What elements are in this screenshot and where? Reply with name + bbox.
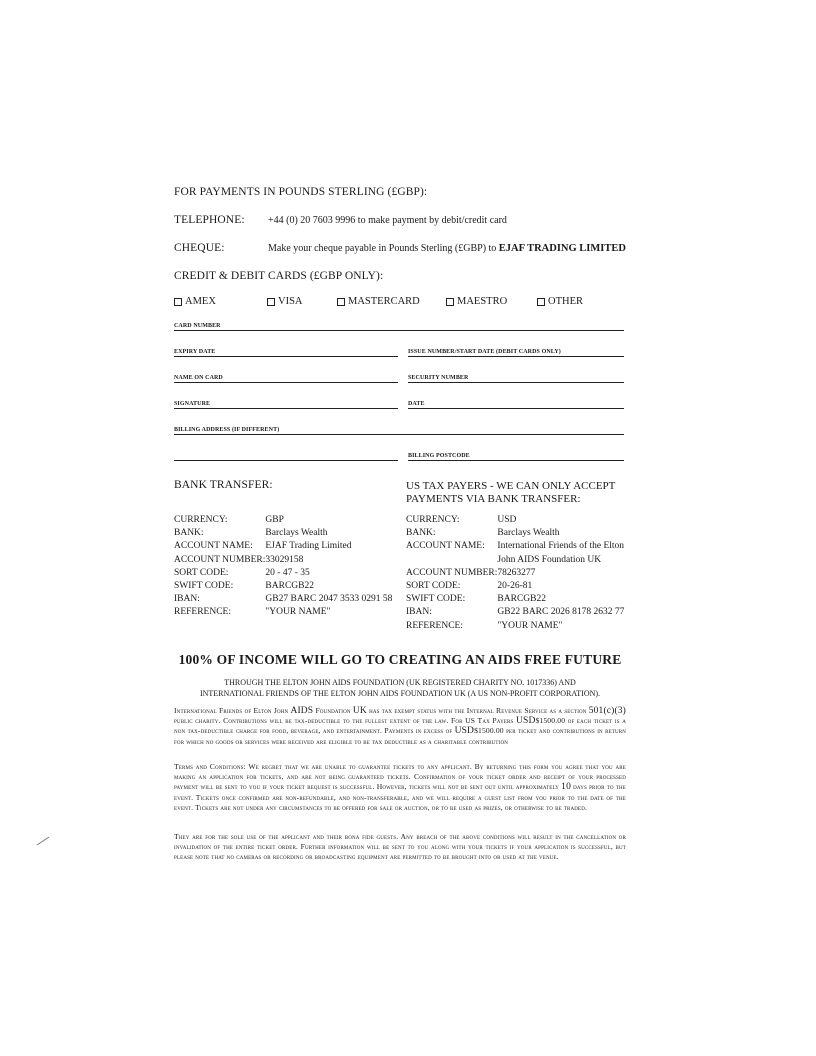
para-text: $1500.00 per ticket and contributions in return for which no goods or services were received are eligible to be tax deductible as a charitable contribution [174,726,626,746]
bank-value: USD [497,515,517,525]
bank-value: 20 - 47 - 35 [265,567,310,578]
table-row [174,594,392,607]
para-text: $1500.00 of each ticket is a non tax-deductible charge for food, beverage, and entertainment. Payments in excess of [174,716,626,736]
para-text: UK [352,706,367,716]
table-row [406,568,624,581]
security-number-label: SECURITY NUMBER [408,375,469,381]
billing-postcode-field[interactable] [408,460,624,461]
bank-value: International Friends of the Elton [497,541,625,552]
table-row [406,528,624,541]
us-tax-table [406,515,624,634]
cheque-label: CHEQUE: [174,242,225,254]
bank-key: SWIFT CODE: [174,580,234,591]
bank-value: Barclays Wealth [497,528,560,539]
card-option-mastercard[interactable] [337,296,420,307]
bank-transfer-title: BANK TRANSFER: [174,479,273,491]
para-text: USD [516,716,536,727]
cheque-value [268,243,626,254]
bank-key: CURRENCY: [406,515,460,525]
bank-value: John AIDS Foundation UK [497,554,602,565]
para-text: AIDS [290,706,314,716]
para-text: public charity. Contributions will be tax-deductible to the fullest extent of the law. For US Tax Payers [174,716,516,726]
card-option-label: AMEX [185,296,216,307]
cheque-payee: EJAF TRADING LIMITED [498,243,626,254]
para-text: Terms and Conditions: We regret that we are unable to guarantee tickets to any applicant. By returning this form you agree that you are making an application for tickets, and are not being guaranteed tickets. Confirmation of your ticket order and receipt of your processed payment will be sent to you if your ticket request is successful. However, tickets will not be sent out until approximately [174,762,626,792]
us-tax-title-line1: US TAX PAYERS - WE CAN ONLY ACCEPT [406,480,616,492]
para-text: International Friends of Elton John [174,706,291,715]
bank-value: GB22 BARC 2026 8178 2632 77 [497,607,625,618]
table-row [174,541,392,554]
card-option-label: OTHER [548,296,583,307]
us-tax-title [406,480,615,506]
us-tax-title-line2: PAYMENTS VIA BANK TRANSFER: [406,493,581,505]
bank-value: 20-26-81 [497,580,533,591]
checkbox-icon[interactable] [174,298,182,306]
table-row [406,515,624,528]
table-row [174,555,392,568]
payments-title: FOR PAYMENTS IN POUNDS STERLING (£GBP): [174,186,428,198]
cards-title: CREDIT & DEBIT CARDS (£GBP ONLY): [174,270,384,282]
bank-value: EJAF Trading Limited [265,541,352,552]
checkbox-icon[interactable] [446,298,454,306]
headline: 100% OF INCOME WILL GO TO CREATING AN AIDS FREE FUTURE [178,652,622,667]
subheadline-line1: THROUGH THE ELTON JOHN AIDS FOUNDATION (UK REGISTERED CHARITY NO. 1017336) AND [224,678,576,687]
table-row [406,607,624,620]
cheque-value-text: Make your cheque payable in Pounds Sterling (£GBP) to [268,243,499,254]
table-row [174,581,392,594]
para-text: 10 [561,782,571,793]
bank-key: REFERENCE: [174,607,232,618]
bank-key: SWIFT CODE: [406,594,466,605]
bank-key: ACCOUNT NUMBER: [174,554,266,565]
table-row [174,515,392,528]
para-text: has tax exempt status with the Internal Revenue Service as a section [366,706,589,715]
billing-postcode-label: BILLING POSTCODE [408,453,470,459]
bank-key: IBAN: [174,594,200,605]
name-on-card-label: NAME ON CARD [174,375,223,381]
bank-transfer-table [174,515,392,621]
bank-key: BANK: [406,528,436,539]
bank-value: BARCGB22 [497,594,546,605]
bank-key: IBAN: [406,607,432,618]
card-option-label: MAESTRO [457,296,508,307]
bank-key: ACCOUNT NAME: [174,541,253,552]
bank-value: 33029158 [265,554,304,565]
subheadline [170,678,630,699]
conditions-paragraph: They are for the sole use of the applicant and their bona fide guests. Any breach of the above conditions will result in the cancellation or invalidation of the entire ticket order. Further information will be sent to you along with your tickets if your application is successful, but please note that no cameras or recording or broadcasting equipment are permitted to be brought into or used at the venue. [174,832,626,862]
checkbox-icon[interactable] [267,298,275,306]
table-row [406,555,624,568]
name-on-card-field[interactable] [174,382,398,383]
bank-value: 78263277 [497,567,536,578]
card-number-label: CARD NUMBER [174,323,221,329]
para-text: days prior to the event. Tickets once confirmed are non-refundable, and non-transferable, and we will require a guest list from you prior to the date of the event. Tickets are not under any circumstances to be offered for sale or auction, or to be used as prizes, or otherwise to be traded. [174,782,627,812]
bank-key: ACCOUNT NUMBER: [406,567,498,578]
card-option-visa[interactable] [267,296,303,307]
issue-number-field[interactable] [408,356,624,357]
table-row [406,621,624,634]
bank-key: REFERENCE: [406,620,464,631]
date-label: DATE [408,401,425,407]
table-row [406,581,624,594]
bank-key: BANK: [174,528,204,539]
card-option-other[interactable] [537,296,583,307]
table-row [174,607,392,620]
table-row [406,541,624,554]
telephone-value: +44 (0) 20 7603 9996 to make payment by debit/credit card [268,215,507,226]
para-text: USD [454,726,475,737]
subheadline-line2: INTERNATIONAL FRIENDS OF THE ELTON JOHN AIDS FOUNDATION UK (A US NON-PROFIT CORPORATION). [199,688,601,698]
billing-address-field[interactable] [174,434,624,435]
table-row [174,528,392,541]
scan-mark-icon [36,832,50,846]
signature-label: SIGNATURE [174,401,211,407]
expiry-date-field[interactable] [174,356,398,357]
tax-exempt-paragraph [174,706,626,747]
bank-key: CURRENCY: [174,515,228,525]
card-number-field[interactable] [174,330,624,331]
security-number-field[interactable] [408,382,624,383]
para-text: Foundation [313,706,353,715]
bank-key: ACCOUNT NAME: [406,541,485,552]
terms-paragraph [174,762,626,813]
para-text: 501(c)(3) [588,706,626,716]
bank-value: BARCGB22 [265,580,314,591]
card-option-amex[interactable] [174,296,216,307]
expiry-date-label: EXPIRY DATE [174,349,216,355]
checkbox-icon[interactable] [537,298,545,306]
table-row [174,568,392,581]
signature-field[interactable] [174,408,398,409]
bank-key [406,555,497,568]
bank-value: Barclays Wealth [265,528,328,539]
issue-number-label: ISSUE NUMBER/START DATE (DEBIT CARDS ONLY) [408,349,561,355]
bank-key: SORT CODE: [174,567,229,578]
bank-value: GB27 BARC 2047 3533 0291 58 [265,594,393,605]
telephone-label: TELEPHONE: [174,214,245,226]
bank-value: "YOUR NAME" [265,607,331,618]
billing-address-label: BILLING ADDRESS (IF DIFFERENT) [174,427,280,433]
checkbox-icon[interactable] [337,298,345,306]
card-option-label: VISA [278,296,303,307]
date-field[interactable] [408,408,624,409]
bank-value: "YOUR NAME" [497,620,563,631]
table-row [406,594,624,607]
bank-key: SORT CODE: [406,580,461,591]
bank-value: GBP [265,515,284,525]
card-option-label: MASTERCARD [348,296,420,307]
billing-address-field-2[interactable] [174,460,398,461]
card-option-maestro[interactable] [446,296,507,307]
